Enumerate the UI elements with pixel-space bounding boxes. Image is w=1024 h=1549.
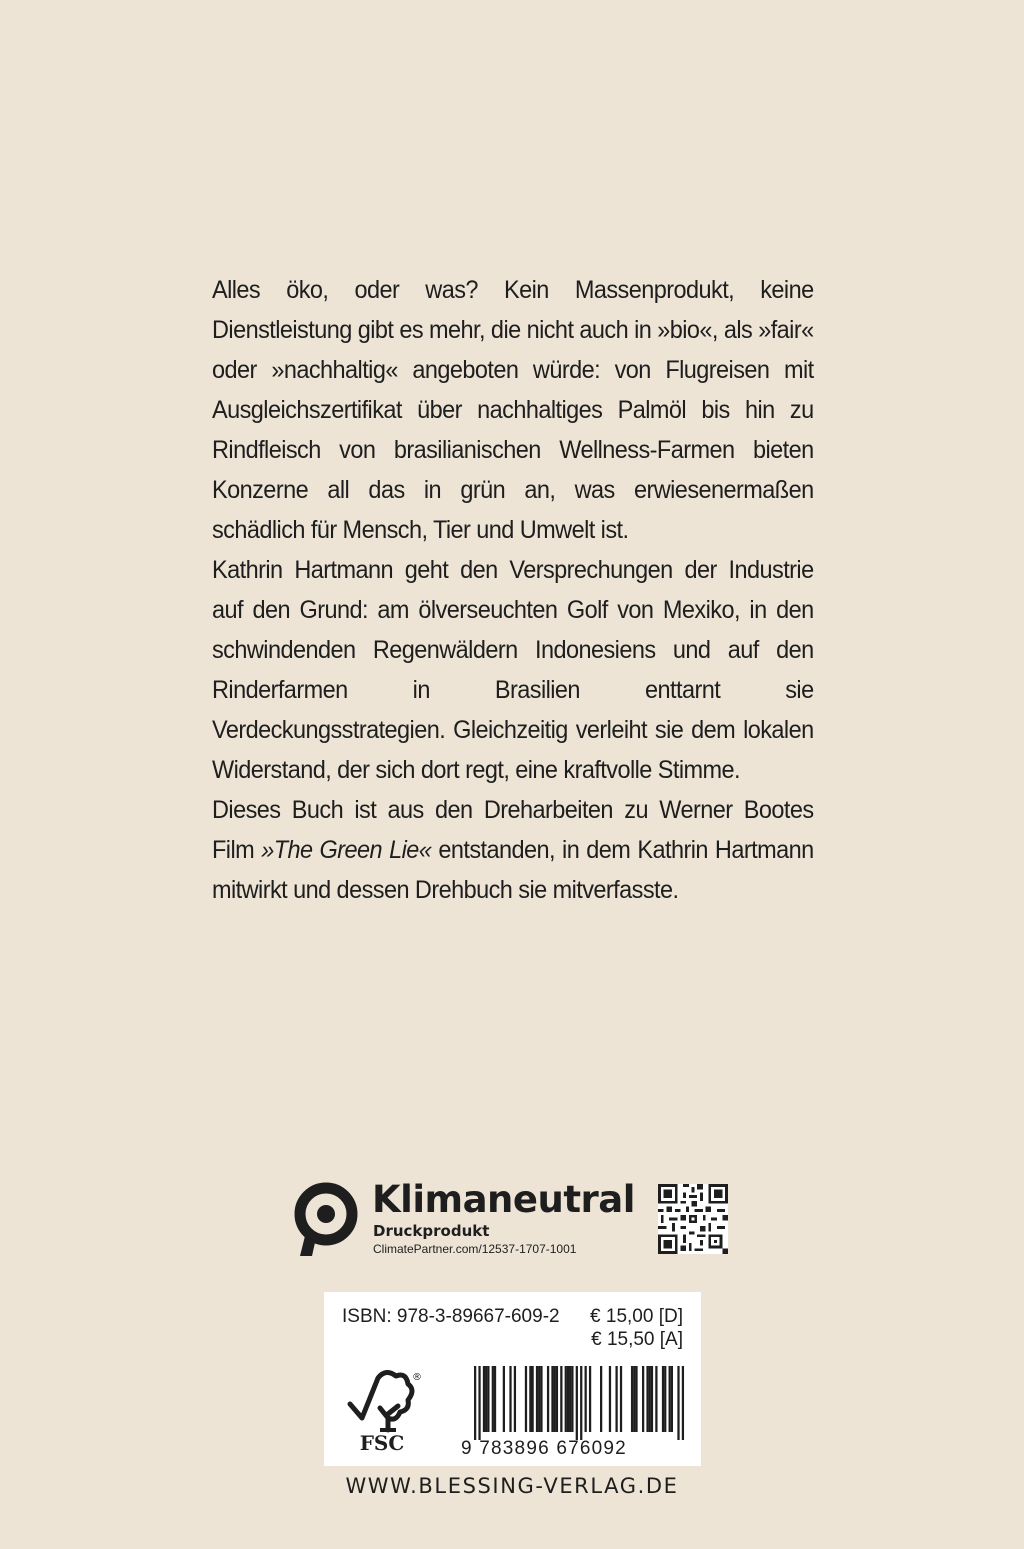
climate-url: ClimatePartner.com/12537-1707-1001 [373, 1242, 577, 1256]
barcode-bar [569, 1366, 571, 1432]
barcode-bar [536, 1366, 538, 1432]
barcode-bar [525, 1366, 527, 1432]
barcode-bar [631, 1366, 633, 1432]
blurb-paragraph-2: Kathrin Hartmann geht den Versprechungen der Industrie auf den Grund: am ölverseuchten Golf von Mexiko, in den schwindenden Regenwäldern Indonesiens und auf den Rinderfarmen in Brasilien enttarnt sie Verdeckungsstrategien. Gleichzeitig verleiht sie dem lokalen Widerstand, der sich dort regt, eine kraftvolle Stimme. [212, 556, 814, 784]
barcode-bar [494, 1366, 496, 1432]
barcode-bar [642, 1366, 644, 1432]
barcode-bar [585, 1366, 587, 1432]
blurb-paragraph-1: Alles öko, oder was? Kein Massenprodukt, keine Dienstleistung gibt es mehr, die nicht auch in »bio«, als »fair« oder »nachhaltig« angeboten würde: von Flugreisen mit Ausgleichszertifikat über nachhaltiges Palmöl bis hin zu Rindfleisch von brasilianischen Wellness-Farmen bieten Konzerne all das in grün an, was erwiesenermaßen schädlich für Mensch, Tier und Umwelt ist. [212, 276, 814, 544]
price-germany: € 15,00 [D] [590, 1306, 683, 1327]
barcode-bar [600, 1366, 602, 1432]
barcode-bar [677, 1366, 679, 1440]
barcode-bar [565, 1366, 567, 1432]
climate-subtitle: Druckprodukt [373, 1222, 490, 1240]
barcode-bar [649, 1366, 651, 1432]
blurb-paragraph-3 [212, 790, 814, 910]
barcode-bar [655, 1366, 657, 1432]
barcode-bar [509, 1366, 511, 1432]
barcode-bar [669, 1366, 671, 1432]
barcode-bar [487, 1366, 489, 1432]
barcode-bar [556, 1366, 558, 1432]
barcode-digits: 9 783896 676092 [461, 1438, 627, 1459]
barcode-bar [503, 1366, 505, 1432]
barcode-bar [474, 1366, 476, 1440]
blurb-p3-before: Dieses Buch ist aus den Dreharbeiten zu Werner Bootes Film [212, 796, 814, 864]
ean-barcode [474, 1366, 684, 1440]
barcode-bar [571, 1366, 573, 1432]
barcode-bar [635, 1366, 637, 1432]
barcode-bar [547, 1366, 549, 1432]
barcode-bar [682, 1366, 684, 1440]
fsc-registered-mark: ® [412, 1372, 422, 1383]
barcode-bar [615, 1366, 617, 1432]
barcode-bar [620, 1366, 622, 1432]
barcode-bar [529, 1366, 531, 1432]
barcode-bar [646, 1366, 648, 1432]
barcode-bar [483, 1366, 485, 1432]
barcode-bar [671, 1366, 673, 1432]
barcode-bar [554, 1366, 556, 1432]
barcode-bar [664, 1366, 666, 1432]
barcode-bar [567, 1366, 569, 1432]
isbn-price-label [324, 1292, 701, 1466]
publisher-website: WWW.BLESSING-VERLAG.DE [345, 1474, 679, 1498]
barcode-bar [576, 1366, 578, 1440]
fsc-tree-logo-icon [344, 1366, 422, 1455]
barcode-bar [492, 1366, 494, 1432]
barcode-bar [538, 1366, 540, 1432]
price-austria: € 15,50 [A] [591, 1329, 683, 1350]
barcode-bar [531, 1366, 533, 1432]
isbn-number: ISBN: 978-3-89667-609-2 [342, 1306, 560, 1327]
barcode-bar [485, 1366, 487, 1432]
barcode-bar [560, 1366, 562, 1432]
blurb-p3-after: entstanden, in dem Kathrin Hartmann mitwirkt und dessen Drehbuch sie mitverfasste. [212, 836, 814, 904]
barcode-bar [540, 1366, 542, 1432]
barcode-bar [633, 1366, 635, 1432]
fsc-text: FSC [359, 1431, 405, 1455]
barcode-bar [580, 1366, 582, 1440]
climate-title: Klimaneutral [372, 1178, 635, 1221]
barcode-bar [662, 1366, 664, 1432]
climate-neutral-badge [292, 1178, 732, 1258]
barcode-bar [651, 1366, 653, 1432]
climatepartner-logo-icon [292, 1180, 360, 1256]
back-cover-blurb [212, 270, 814, 910]
qr-code-icon [658, 1184, 728, 1254]
barcode-bar [551, 1366, 553, 1432]
barcode-bar [514, 1366, 516, 1432]
film-title: »The Green Lie« [261, 836, 432, 864]
barcode-bar [589, 1366, 591, 1432]
barcode-bar [478, 1366, 480, 1440]
barcode-bar [609, 1366, 611, 1432]
